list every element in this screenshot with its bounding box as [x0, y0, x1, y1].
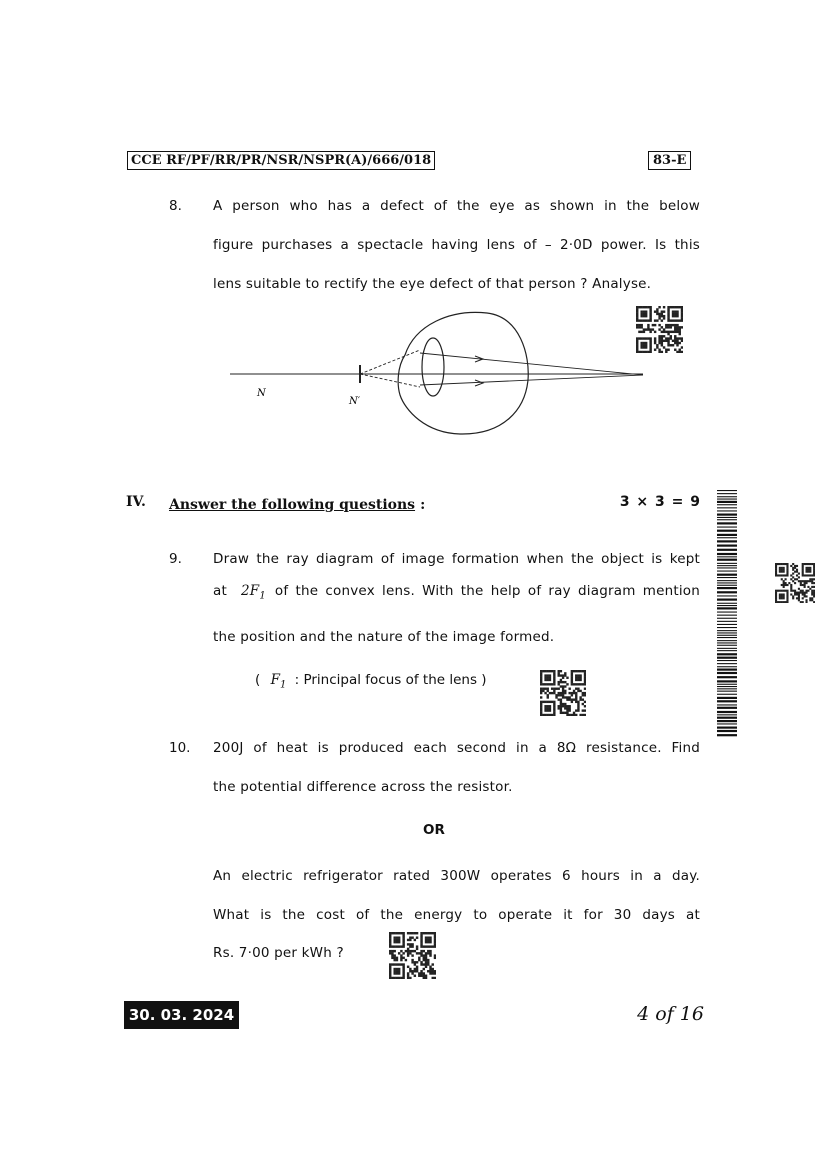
section-number: IV.	[126, 494, 146, 510]
q8-line-2: figure purchases a spectacle having lens of – 2·0D power. Is this	[213, 237, 700, 253]
q10-alt-line-3: Rs. 7·00 per kWh ?	[213, 945, 344, 961]
qr-code-q9	[540, 670, 586, 716]
eye-defect-figure	[225, 305, 655, 440]
q8-number: 8.	[169, 198, 182, 214]
q9-line-2	[213, 582, 700, 606]
q9-note-open: (	[255, 672, 261, 688]
section-title: Answer the following questions	[169, 497, 416, 513]
q9-note-symbol-sub: 1	[279, 679, 287, 691]
q9-line-2-post: of the convex lens. With the help of ray diagram mention	[274, 583, 700, 599]
paper-code-box: 83-E	[648, 151, 691, 170]
q10-line-2: the potential difference across the resistor.	[213, 779, 513, 795]
q9-line-1: Draw the ray diagram of image formation when the object is kept	[213, 551, 700, 567]
or-divider: OR	[423, 822, 445, 838]
q9-number: 9.	[169, 551, 182, 567]
q10-alt-line-1: An electric refrigerator rated 300W operates 6 hours in a day.	[213, 868, 700, 884]
vertical-barcode	[717, 490, 737, 740]
q9-note	[255, 672, 487, 691]
qr-code-side	[775, 563, 815, 603]
q10-line-1: 200J of heat is produced each second in a 8Ω resistance. Find	[213, 740, 700, 756]
exam-code-box: CCE RF/PF/RR/PR/NSR/NSPR(A)/666/018	[127, 151, 435, 170]
section-colon: :	[420, 497, 426, 513]
section-marks: 3 × 3 = 9	[619, 494, 701, 510]
q9-note-symbol	[270, 672, 287, 691]
q8-line-1: A person who has a defect of the eye as shown in the below	[213, 198, 700, 214]
page-number: 4 of 16	[637, 1003, 704, 1025]
q9-line-2-pre: at	[213, 583, 227, 599]
q9-note-symbol-text: F	[270, 672, 280, 688]
figure-label-n-prime: N′	[349, 396, 361, 407]
q9-note-text: : Principal focus of the lens )	[294, 672, 487, 688]
exam-date-badge: 30. 03. 2024	[124, 1001, 239, 1029]
q10-alt-line-2: What is the cost of the energy to operate it for 30 days at	[213, 907, 700, 923]
qr-code-q10	[389, 932, 436, 979]
figure-label-n: N	[257, 388, 266, 399]
q9-symbol-2f	[241, 582, 266, 606]
q8-line-3: lens suitable to rectify the eye defect of that person ? Analyse.	[213, 276, 652, 292]
q10-number: 10.	[169, 740, 191, 756]
q9-symbol-2f-sub: 1	[259, 590, 266, 602]
q9-symbol-2f-text: 2F	[240, 583, 260, 599]
section-heading	[169, 494, 425, 513]
q9-line-3: the position and the nature of the image formed.	[213, 629, 555, 645]
